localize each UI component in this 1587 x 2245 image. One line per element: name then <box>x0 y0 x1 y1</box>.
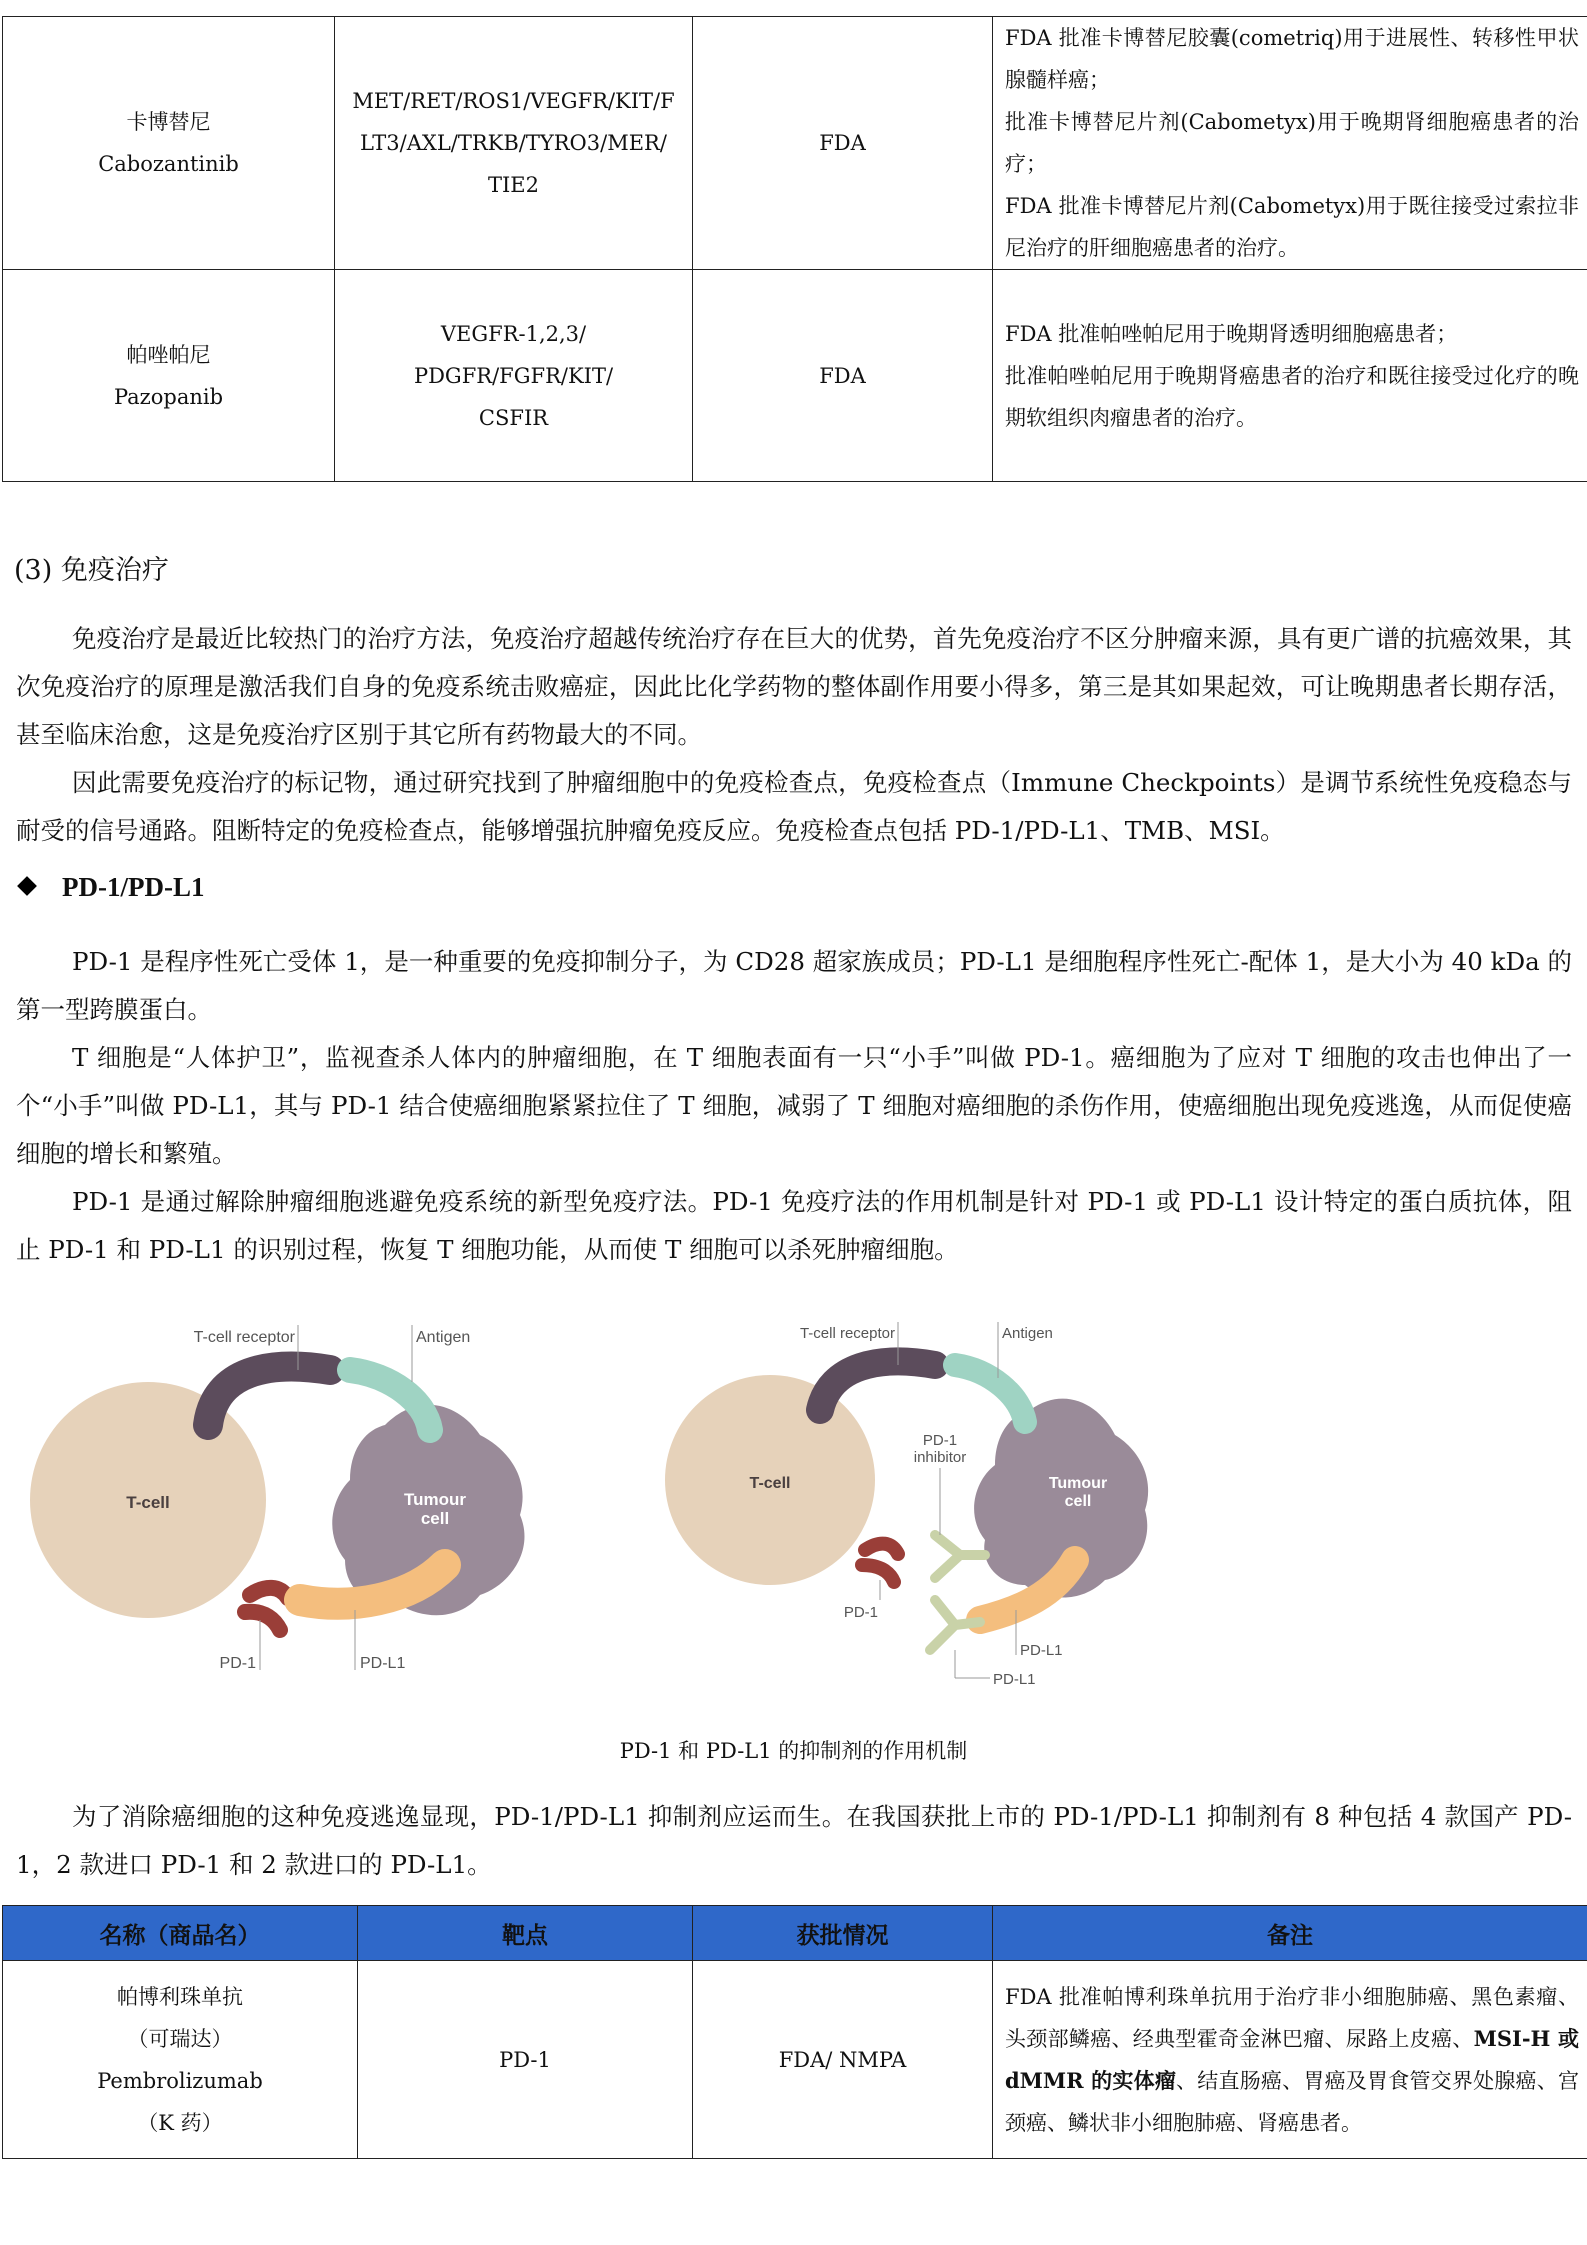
approval-cell: FDA/ NMPA <box>693 1961 993 2159</box>
name-line: （K 药） <box>137 2110 223 2135</box>
pd1-inhibitor-shape <box>935 1535 985 1578</box>
pd1-shape <box>245 1588 288 1630</box>
table-row <box>3 270 1587 482</box>
approval-cell: FDA <box>693 270 993 482</box>
tki-table <box>2 16 1587 482</box>
approval-cell: FDA <box>693 17 993 270</box>
tumour-label: cell <box>420 1509 450 1528</box>
note-line: 批准帕唑帕尼用于晚期肾癌患者的治疗和既往接受过化疗的晚期软组织肉瘤患者的治疗。 <box>1005 363 1579 430</box>
tumour-label: Tumour <box>1048 1475 1108 1492</box>
column-header: 名称（商品名） <box>3 1906 358 1961</box>
notes-cell <box>993 270 1587 482</box>
paragraph: PD-1 是程序性死亡受体 1，是一种重要的免疫抑制分子，为 CD28 超家族成员；PD-L1 是细胞程序性死亡-配体 1，是大小为 40 kDa 的第一型跨膜蛋白。 <box>16 947 1572 1024</box>
name-line: 帕博利珠单抗 <box>117 1984 243 2009</box>
target-line: MET/RET/ROS1/VEGFR/KIT/F <box>352 89 675 113</box>
pd1-mechanism-figure <box>30 1310 1210 1690</box>
pdl1-label: PD-L1 <box>360 1655 406 1672</box>
target-line: LT3/AXL/TRKB/TYRO3/MER/ <box>360 131 667 155</box>
column-header: 备注 <box>993 1906 1587 1961</box>
pd1-inhibitor-table <box>2 1905 1587 2159</box>
target-line: VEGFR-1,2,3/ <box>440 321 587 346</box>
tcr-label: T-cell receptor <box>799 1325 895 1342</box>
note-bold-text: MSI-H 或 dMMR 的实体瘤 <box>1005 2025 1579 2093</box>
pd1-label: PD-1 <box>219 1655 256 1672</box>
drug-name-cell <box>3 270 335 482</box>
target-line: PDGFR/FGFR/KIT/ <box>413 363 614 388</box>
tcr-label: T-cell receptor <box>193 1329 295 1346</box>
inhibitor-label: PD-1 <box>922 1432 958 1449</box>
section-heading: (3) 免疫治疗 <box>14 555 169 586</box>
drug-name-cn: 帕唑帕尼 <box>126 342 211 367</box>
note-line: 批准卡博替尼片剂(Cabometyx)用于晚期肾细胞癌患者的治疗； <box>1005 110 1579 176</box>
paragraph: 因此需要免疫治疗的标记物，通过研究找到了肿瘤细胞中的免疫检查点，免疫检查点（Immune Checkpoints）是调节系统性免疫稳态与耐受的信号通路。阻断特定的免疫检查点，能够增强抗肿瘤免疫反应。免疫检查点包括 PD-1/PD-L1、TMB、MSI。 <box>16 768 1572 845</box>
antigen-label: Antigen <box>416 1329 471 1346</box>
figure-caption: PD-1 和 PD-L1 的抑制剂的作用机制 <box>619 1739 968 1763</box>
drug-name-en: Pazopanib <box>113 384 224 409</box>
subheading <box>14 872 204 903</box>
paragraph: 免疫治疗是最近比较热门的治疗方法，免疫治疗超越传统治疗存在巨大的优势，首先免疫治疗不区分肿瘤来源，具有更广谱的抗癌效果，其次免疫治疗的原理是激活我们自身的免疫系统击败癌症，因此比化学药物的整体副作用要小得多，第三是其如果起效，可让晚期患者长期存活，甚至临床治愈，这是免疫治疗区别于其它所有药物最大的不同。 <box>16 624 1572 749</box>
name-line: （可瑞达） <box>127 2026 233 2051</box>
antigen-shape <box>955 1365 1025 1422</box>
diamond-bullet-icon <box>17 876 37 896</box>
paragraph: 为了消除癌细胞的这种免疫逃逸显现，PD-1/PD-L1 抑制剂应运而生。在我国获批上市的 PD-1/PD-L1 抑制剂有 8 种包括 4 款国产 PD-1，2 款进口 PD-1 和 2 款进口的 PD-L1。 <box>16 1802 1572 1879</box>
note-line: FDA 批准帕唑帕尼用于晚期肾透明细胞癌患者； <box>1005 321 1458 346</box>
note-line: FDA 批准卡博替尼胶囊(cometriq)用于进展性、转移性甲状腺髓样癌； <box>1005 26 1579 92</box>
pdl1-inhibitor-shape <box>930 1600 980 1650</box>
paragraph: PD-1 是通过解除肿瘤细胞逃避免疫系统的新型免疫疗法。PD-1 免疫疗法的作用机制是针对 PD-1 或 PD-L1 设计特定的蛋白质抗体，阻止 PD-1 和 PD-L1 的识别过程，恢复 T 细胞功能，从而使 T 细胞可以杀死肿瘤细胞。 <box>16 1187 1572 1264</box>
subheading-text: PD-1/PD-L1 <box>62 872 205 902</box>
left-panel <box>30 1325 524 1672</box>
tumour-label: cell <box>1064 1493 1092 1510</box>
paragraph: T 细胞是“人体护卫”，监视查杀人体内的肿瘤细胞，在 T 细胞表面有一只“小手”叫做 PD-1。癌细胞为了应对 T 细胞的攻击也伸出了一个“小手”叫做 PD-L1，其与 PD-1 结合使癌细胞紧紧拉住了 T 细胞，减弱了 T 细胞对癌细胞的杀伤作用，使癌细胞出现免疫逃逸，从而促使癌细胞的增长和繁殖。 <box>16 1043 1572 1168</box>
pd1-shape <box>862 1544 898 1582</box>
inhibitor-label: inhibitor <box>913 1449 967 1466</box>
antigen-label: Antigen <box>1002 1325 1053 1342</box>
note-text: FDA 批准帕博利珠单抗用于治疗非小细胞肺癌、黑色素瘤、头颈部鳞癌、经典型霍奇金淋巴瘤、尿路上皮癌、 <box>1005 1984 1579 2051</box>
table-row <box>3 1961 1587 2159</box>
column-header: 获批情况 <box>693 1906 993 1961</box>
target-cell <box>335 17 693 270</box>
right-panel <box>665 1322 1148 1688</box>
target-line: CSFIR <box>478 405 549 430</box>
notes-cell <box>993 17 1587 270</box>
notes-cell <box>993 1961 1587 2159</box>
drug-name-cn: 卡博替尼 <box>126 110 211 134</box>
column-header: 靶点 <box>358 1906 693 1961</box>
pdl1-label: PD-L1 <box>1020 1642 1063 1659</box>
drug-name-cell <box>3 1961 358 2159</box>
tcell-label: T-cell <box>749 1475 791 1492</box>
target-cell: PD-1 <box>358 1961 693 2159</box>
tumour-label: Tumour <box>403 1490 467 1509</box>
pdl1-label: PD-L1 <box>993 1671 1036 1688</box>
table-header-row <box>3 1906 1587 1961</box>
drug-name-cell <box>3 17 335 270</box>
note-line: FDA 批准卡博替尼片剂(Cabometyx)用于既往接受过索拉非尼治疗的肝细胞癌患者的治疗。 <box>1005 194 1579 260</box>
pd1-label: PD-1 <box>843 1604 878 1621</box>
target-line: TIE2 <box>488 173 539 197</box>
table-row <box>3 17 1587 270</box>
drug-name-en: Cabozantinib <box>98 152 239 176</box>
note-text: 、结直肠癌、胃癌及胃食管交界处腺癌、宫颈癌、鳞状非小细胞肺癌、肾癌患者。 <box>1005 2068 1579 2135</box>
tcell-label: T-cell <box>126 1493 170 1512</box>
target-cell <box>335 270 693 482</box>
name-line: Pembrolizumab <box>97 2068 263 2093</box>
